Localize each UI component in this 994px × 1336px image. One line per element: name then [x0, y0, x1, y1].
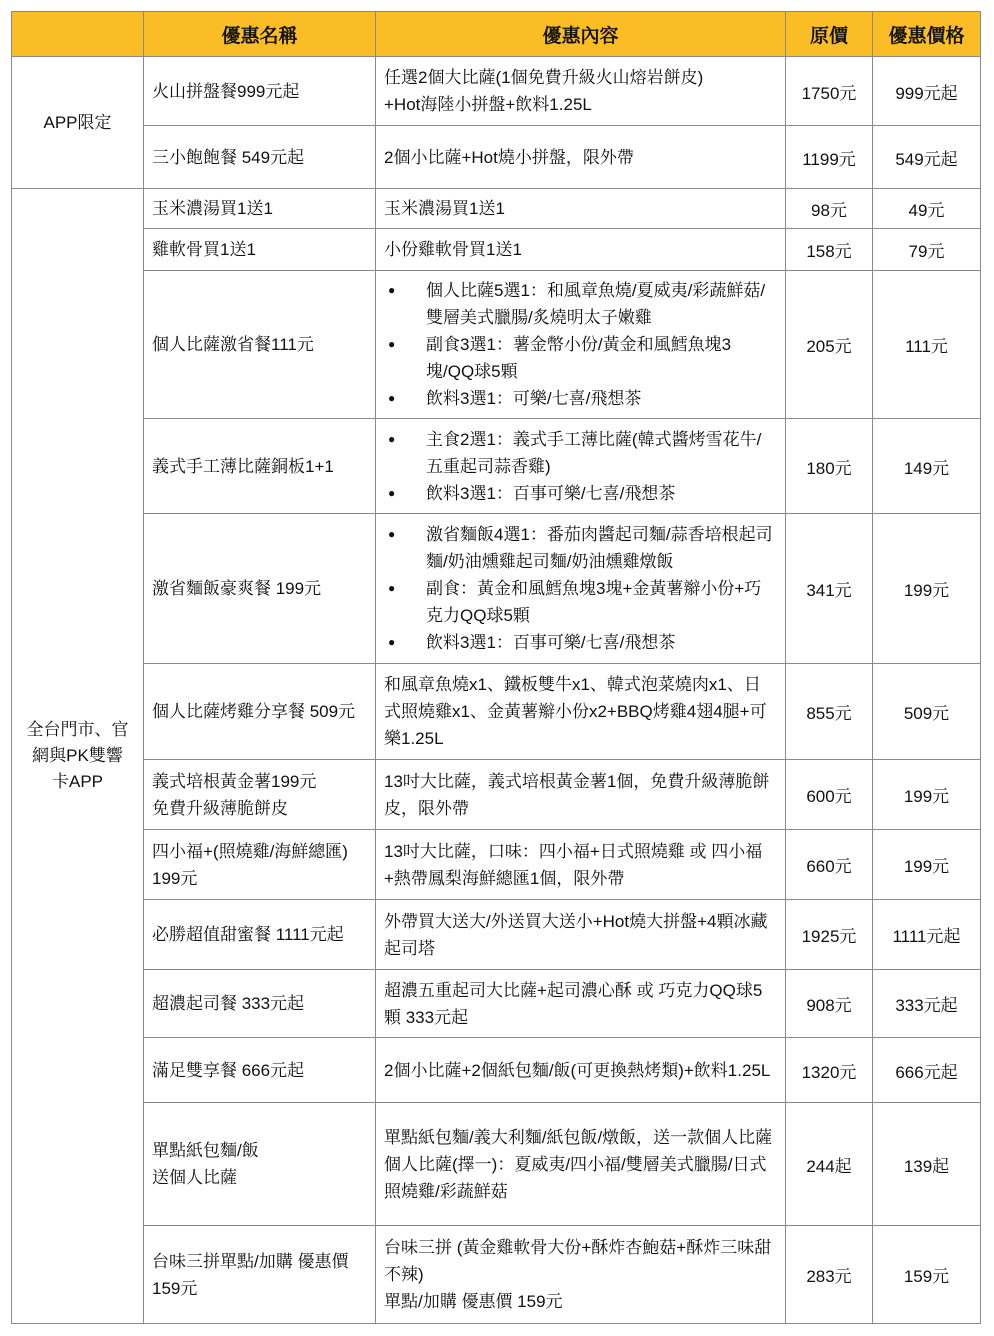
table-row	[12, 126, 981, 189]
promo-content-line: 2個小比薩+Hot燒小拼盤，限外帶	[384, 147, 634, 167]
promo-name-cell: 四小福+(照燒雞/海鮮總匯) 199元	[144, 830, 376, 900]
table-row	[12, 514, 981, 664]
promo-content-line: 13吋大比薩，義式培根黃金薯1個，免費升級薄脆餅皮，限外帶	[384, 771, 770, 818]
table-row	[12, 189, 981, 229]
promo-content-cell	[376, 830, 786, 900]
content-bullet-item: ● 主食2選1：義式手工薄比薩(韓式醬烤雪花牛/五重起司蒜香雞)	[384, 426, 777, 480]
promo-price-cell: 149元	[873, 419, 981, 514]
table-row	[12, 229, 981, 271]
original-price-cell: 1925元	[786, 900, 873, 970]
promo-content-line: 外帶買大送大/外送買大送小+Hot燒大拼盤+4顆冰藏起司塔	[384, 911, 768, 958]
promo-name-cell: 雞軟骨買1送1	[144, 229, 376, 271]
promo-name-line: 免費升級薄脆餅皮	[152, 798, 288, 818]
original-price-cell: 341元	[786, 514, 873, 664]
promo-content-cell	[376, 271, 786, 419]
content-bullet-item: ● 飲料3選1：百事可樂/七喜/飛想茶	[384, 629, 777, 656]
table-row	[12, 970, 981, 1038]
promo-content-cell	[376, 970, 786, 1038]
original-price-cell: 283元	[786, 1226, 873, 1324]
table-body	[12, 57, 981, 1324]
promo-name-cell: 滿足雙享餐 666元起	[144, 1038, 376, 1103]
promo-price-cell: 1111元起	[873, 900, 981, 970]
promo-content-cell	[376, 57, 786, 126]
promo-name-line: 單點紙包麵/飯	[152, 1141, 259, 1160]
promo-content-line: +Hot海陸小拼盤+飲料1.25L	[384, 95, 592, 114]
promo-name-cell	[144, 1103, 376, 1226]
promo-content-cell	[376, 1103, 786, 1226]
content-bullet-list	[384, 426, 777, 507]
original-price-cell: 1320元	[786, 1038, 873, 1103]
table-row	[12, 830, 981, 900]
promo-content-line: 小份雞軟骨買1送1	[384, 240, 522, 259]
table-row	[12, 900, 981, 970]
promo-content-line: 個人比薩(擇一)：夏威夷/四小福/雙層美式臘腸/日式照燒雞/彩蔬鮮菇	[384, 1154, 767, 1201]
promo-price-cell: 509元	[873, 664, 981, 760]
promo-name-cell: 三小飽飽餐 549元起	[144, 126, 376, 189]
promo-content-line: 超濃五重起司大比薩+起司濃心酥 或 巧克力QQ球5顆 333元起	[384, 980, 763, 1027]
table-row	[12, 1226, 981, 1324]
promo-price-cell: 159元	[873, 1226, 981, 1324]
original-price-cell: 908元	[786, 970, 873, 1038]
promo-content-cell	[376, 900, 786, 970]
promo-price-cell: 549元起	[873, 126, 981, 189]
content-bullet-list	[384, 521, 777, 656]
promo-content-cell	[376, 664, 786, 760]
content-bullet-item: ● 副食3選1：薯金幣小份/黃金和風鱈魚塊3塊/QQ球5顆	[384, 331, 777, 385]
promo-name-cell: 火山拼盤餐999元起	[144, 57, 376, 126]
original-price-cell: 600元	[786, 760, 873, 830]
promotions-table	[11, 11, 981, 1324]
promo-content-line: 2個小比薩+2個紙包麵/飯(可更換熱烤類)+飲料1.25L	[384, 1060, 771, 1080]
promo-content-line: 單點紙包麵/義大利麵/紙包飯/燉飯，送一款個人比薩	[384, 1127, 773, 1147]
promo-content-cell	[376, 419, 786, 514]
promo-content-cell	[376, 514, 786, 664]
promo-content-line: 台味三拼 (黃金雞軟骨大份+酥炸杏鮑菇+酥炸三味甜不辣)	[384, 1238, 772, 1284]
category-cell: APP限定	[12, 57, 144, 189]
promo-name-cell	[144, 760, 376, 830]
header-promo-price: 優惠價格	[873, 12, 981, 57]
content-bullet-item: ● 飲料3選1：百事可樂/七喜/飛想茶	[384, 480, 777, 507]
promo-name-cell: 必勝超值甜蜜餐 1111元起	[144, 900, 376, 970]
promo-price-cell: 111元	[873, 271, 981, 419]
original-price-cell: 244起	[786, 1103, 873, 1226]
promo-name-cell: 個人比薩激省餐111元	[144, 271, 376, 419]
content-bullet-item: ● 個人比薩5選1：和風章魚燒/夏威夷/彩蔬鮮菇/雙層美式臘腸/炙燒明太子嫩雞	[384, 277, 777, 331]
table-row	[12, 1103, 981, 1226]
content-bullet-item: ● 飲料3選1：可樂/七喜/飛想茶	[384, 385, 777, 412]
original-price-cell: 98元	[786, 189, 873, 229]
original-price-cell: 205元	[786, 271, 873, 419]
promo-name-cell: 玉米濃湯買1送1	[144, 189, 376, 229]
original-price-cell: 1750元	[786, 57, 873, 126]
header-original-price: 原價	[786, 12, 873, 57]
promo-name-cell: 超濃起司餐 333元起	[144, 970, 376, 1038]
promo-price-cell: 139起	[873, 1103, 981, 1226]
category-cell: 全台門市、官網與PK雙響卡APP	[12, 189, 144, 1324]
promo-content-cell	[376, 229, 786, 271]
table-header-row	[12, 12, 981, 57]
promo-price-cell: 49元	[873, 189, 981, 229]
promo-price-cell: 199元	[873, 760, 981, 830]
promo-content-line: 任選2個大比薩(1個免費升級火山熔岩餅皮)	[384, 68, 704, 87]
promo-price-cell: 79元	[873, 229, 981, 271]
promo-price-cell: 199元	[873, 830, 981, 900]
promo-name-cell: 義式手工薄比薩銅板1+1	[144, 419, 376, 514]
table-row	[12, 760, 981, 830]
promo-name-cell: 個人比薩烤雞分享餐 509元	[144, 664, 376, 760]
promo-price-cell: 999元起	[873, 57, 981, 126]
header-content: 優惠內容	[376, 12, 786, 57]
promo-name-cell: 台味三拼單點/加購 優惠價159元	[144, 1226, 376, 1324]
promo-name-cell: 激省麵飯豪爽餐 199元	[144, 514, 376, 664]
header-category	[12, 12, 144, 57]
promo-content-cell	[376, 189, 786, 229]
table-row	[12, 271, 981, 419]
promo-name-line: 送個人比薩	[152, 1168, 237, 1187]
header-name: 優惠名稱	[144, 12, 376, 57]
promo-content-line: 13吋大比薩，口味：四小福+日式照燒雞 或 四小福+熱帶鳳梨海鮮總匯1個，限外帶	[384, 841, 763, 888]
promo-price-cell: 666元起	[873, 1038, 981, 1103]
promo-price-cell: 333元起	[873, 970, 981, 1038]
table-row	[12, 419, 981, 514]
content-bullet-list	[384, 277, 777, 412]
original-price-cell: 660元	[786, 830, 873, 900]
promo-content-cell	[376, 1038, 786, 1103]
promo-name-line: 義式培根黃金薯199元	[152, 771, 317, 791]
promo-price-cell: 199元	[873, 514, 981, 664]
promo-content-cell	[376, 760, 786, 830]
promo-content-cell	[376, 126, 786, 189]
promo-content-cell	[376, 1226, 786, 1324]
table-row	[12, 57, 981, 126]
original-price-cell: 855元	[786, 664, 873, 760]
table-row	[12, 664, 981, 760]
content-bullet-item: ● 激省麵飯4選1：番茄肉醬起司麵/蒜香培根起司麵/奶油燻雞起司麵/奶油燻雞燉飯	[384, 521, 777, 575]
promo-content-line: 單點/加購 優惠價 159元	[384, 1292, 563, 1311]
table-row	[12, 1038, 981, 1103]
content-bullet-item: ● 副食：黃金和風鱈魚塊3塊+金黃薯辮小份+巧克力QQ球5顆	[384, 575, 777, 629]
original-price-cell: 1199元	[786, 126, 873, 189]
original-price-cell: 180元	[786, 419, 873, 514]
original-price-cell: 158元	[786, 229, 873, 271]
promo-content-line: 和風章魚燒x1、鐵板雙牛x1、韓式泡菜燒肉x1、日式照燒雞x1、金黃薯辮小份x2+BBQ烤雞4翅4腿+可樂1.25L	[384, 675, 767, 748]
promo-content-line: 玉米濃湯買1送1	[384, 199, 505, 218]
